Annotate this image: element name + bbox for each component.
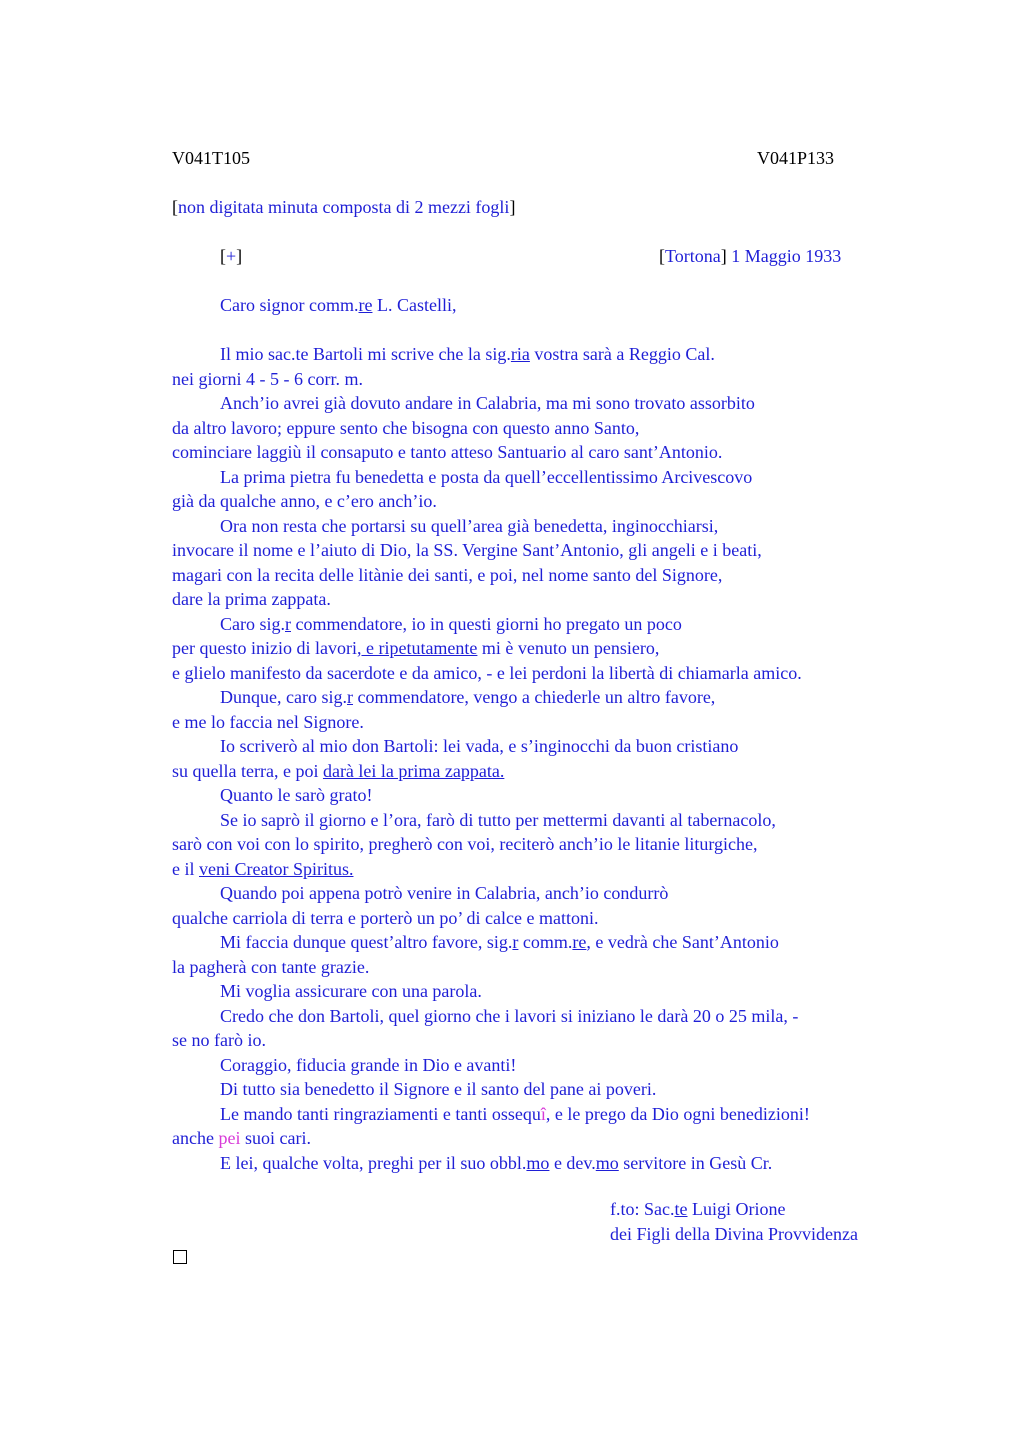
letter-line: E lei, qualche volta, preghi per il suo obbl.mo e dev.mo servitore in Gesù Cr.	[220, 1152, 773, 1173]
letter-line: Quanto le sarò grato!	[220, 785, 373, 805]
place-date: [Tortona] 1 Maggio 1933	[659, 246, 842, 266]
letter-line: Mi voglia assicurare con una parola.	[220, 981, 482, 1001]
letter-line: e me lo faccia nel Signore.	[172, 711, 364, 732]
letter-line: La prima pietra fu benedetta e posta da quell’eccellentissimo Arcivescovo	[220, 466, 753, 487]
letter-line: la pagherà con tante grazie.	[172, 956, 370, 977]
letter-line: Di tutto sia benedetto il Signore e il santo del pane ai poveri.	[220, 1079, 657, 1099]
letter-line: Credo che don Bartoli, quel giorno che i lavori si iniziano le darà 20 o 25 mila, -	[220, 1005, 799, 1026]
document-code-left: V041T105	[172, 148, 250, 168]
letter-line: per questo inizio di lavori, e ripetutamente mi è venuto un pensiero,	[172, 638, 660, 658]
letter-line: Il mio sac.te Bartoli mi scrive che la sig.ria vostra sarà a Reggio Cal.	[220, 344, 715, 364]
letter-line: anche pei suoi cari.	[172, 1128, 311, 1148]
letter-line: su quella terra, e poi darà lei la prima zappata.	[172, 760, 505, 781]
letter-line: Anch’io avrei già dovuto andare in Calabria, ma mi sono trovato assorbito	[220, 393, 755, 413]
letter-line: cominciare laggiù il consaputo e tanto atteso Santuario al caro sant’Antonio.	[172, 442, 723, 462]
letter-line: e glielo manifesto da sacerdote e da amico, - e lei perdoni la libertà di chiamarla amico.	[172, 662, 802, 683]
letter-line: Le mando tanti ringraziamenti e tanti ossequî, e le prego da Dio ogni benedizioni!	[220, 1103, 810, 1124]
square-icon	[173, 1250, 187, 1264]
letter-line: da altro lavoro; eppure sento che bisogna con questo anno Santo,	[172, 417, 640, 438]
letter-line: Coraggio, fiducia grande in Dio e avanti!	[220, 1054, 517, 1075]
letter-line: Dunque, caro sig.r commendatore, vengo a chiederle un altro favore,	[220, 687, 716, 707]
signature-congregation: dei Figli della Divina Provvidenza	[610, 1224, 858, 1244]
editorial-note: [non digitata minuta composta di 2 mezzi fogli]	[172, 197, 516, 217]
salutation: Caro signor comm.re L. Castelli,	[220, 295, 457, 315]
letter-line: Quando poi appena potrò venire in Calabria, anch’io condurrò	[220, 883, 669, 903]
document-code-right: V041P133	[757, 148, 835, 168]
letter-line: Mi faccia dunque quest’altro favore, sig.r comm.re, e vedrà che Sant’Antonio	[220, 932, 779, 952]
letter-line: invocare il nome e l’aiuto di Dio, la SS. Vergine Sant’Antonio, gli angeli e i beati,	[172, 540, 762, 560]
letter-line: Ora non resta che portarsi su quell’area già benedetta, inginocchiarsi,	[220, 515, 719, 536]
letter-date: 1 Maggio 1933	[731, 246, 842, 266]
letter-line: sarò con voi con lo spirito, pregherò con voi, reciterò anch’io le litanie liturgiche,	[172, 834, 758, 854]
letter-line: Caro sig.r commendatore, io in questi giorni ho pregato un poco	[220, 613, 682, 634]
letter-line: dare la prima zappata.	[172, 589, 331, 609]
letter-line: Io scriverò al mio don Bartoli: lei vada, e s’inginocchi da buon cristiano	[220, 736, 739, 756]
cross-mark: [+]	[220, 246, 243, 266]
letter-line: e il veni Creator Spiritus.	[172, 858, 354, 879]
letter-body	[172, 342, 902, 1175]
letter-line: magari con la recita delle litànie dei santi, e poi, nel nome santo del Signore,	[172, 564, 723, 585]
letter-line: nei giorni 4 - 5 - 6 corr. m.	[172, 368, 363, 389]
letter-line: già da qualche anno, e c’ero anch’io.	[172, 491, 437, 511]
letter-line: qualche carriola di terra e porterò un po’ di calce e mattoni.	[172, 907, 599, 928]
letter-line: se no farò io.	[172, 1030, 266, 1050]
signature-name: f.to: Sac.te Luigi Orione	[610, 1199, 786, 1219]
letter-line: Se io saprò il giorno e l’ora, farò di tutto per mettermi davanti al tabernacolo,	[220, 809, 776, 830]
